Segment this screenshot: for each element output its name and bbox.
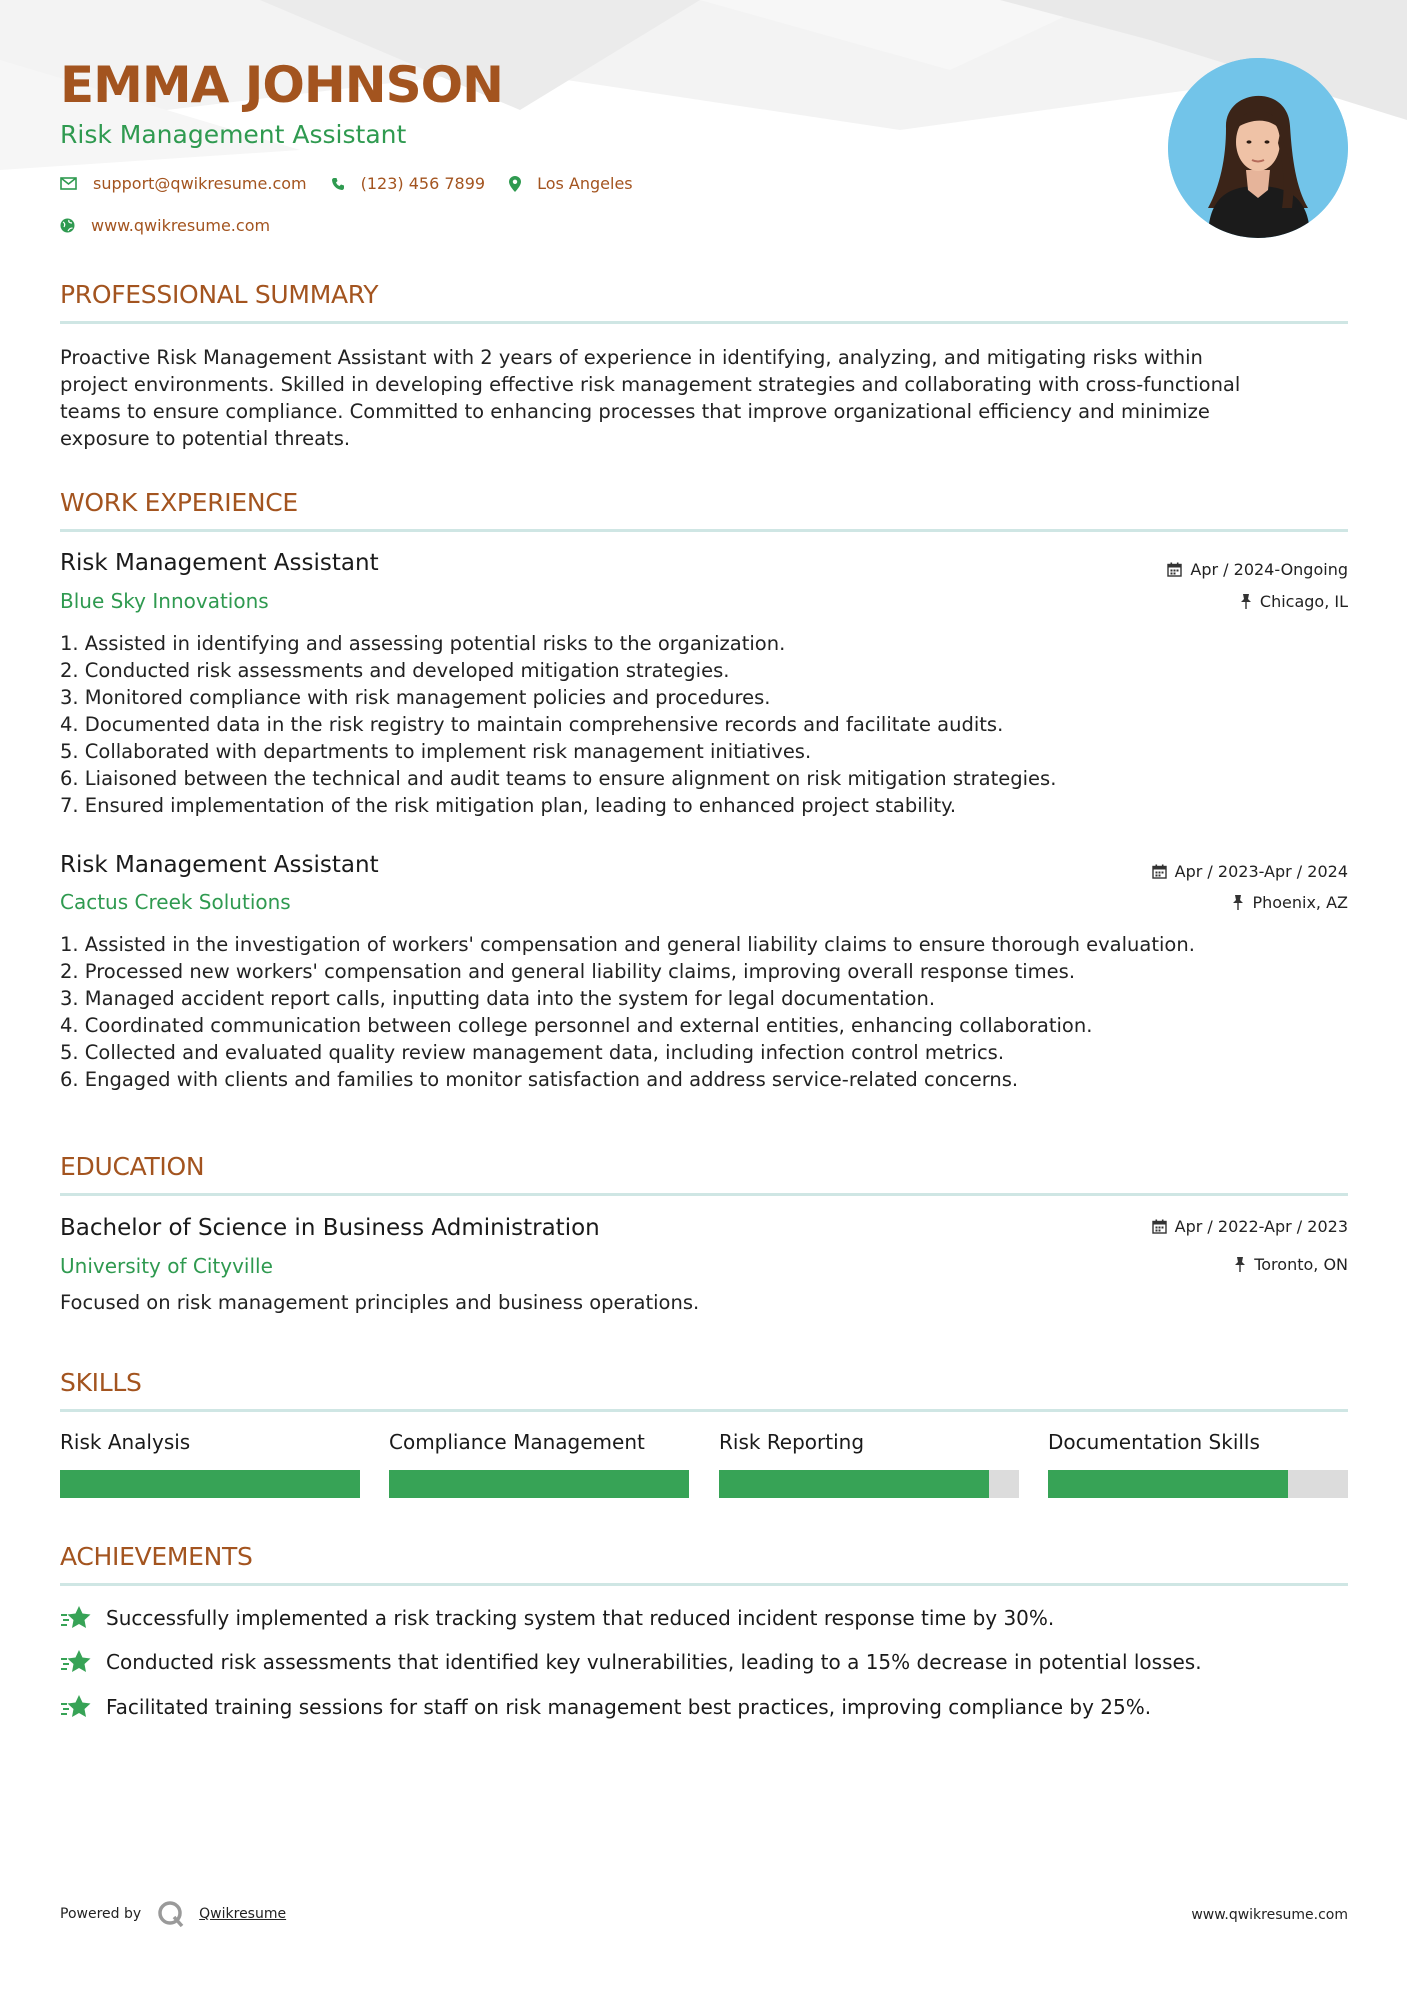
achievement-item [60, 1693, 1151, 1721]
skill-level-fill [719, 1470, 989, 1498]
list-item: 6. Liaisoned between the technical and audit teams to ensure alignment on risk mitigation strategies. [60, 767, 1057, 790]
list-item: 5. Collaborated with departments to implement risk management initiatives. [60, 740, 812, 763]
job-location [1240, 592, 1348, 611]
education-description: Focused on risk management principles and business operations. [60, 1291, 700, 1314]
contact-row-primary [60, 174, 657, 193]
phone-icon [331, 177, 345, 191]
education-dates-text: Apr / 2022-Apr / 2023 [1174, 1217, 1348, 1236]
skill-item [60, 1430, 360, 1498]
list-item: 3. Managed accident report calls, inputting data into the system for legal documentation. [60, 987, 936, 1010]
job-responsibilities [60, 630, 1056, 819]
globe-icon [60, 218, 75, 233]
section-divider [60, 1409, 1348, 1412]
contact-website[interactable] [60, 216, 270, 235]
skill-level-bar [389, 1470, 689, 1498]
email-text: support@qwikresume.com [93, 174, 307, 193]
skill-level-bar [1048, 1470, 1348, 1498]
list-item: 3. Monitored compliance with risk management policies and procedures. [60, 686, 771, 709]
profile-photo [1168, 58, 1348, 238]
summary-line: teams to ensure compliance. Committed to enhancing processes that improve organizational efficiency and minimize [60, 400, 1210, 423]
job-responsibilities [60, 931, 1195, 1093]
summary-line: project environments. Skilled in developing effective risk management strategies and collaborating with cross-functional [60, 373, 1241, 396]
job-location [1232, 893, 1348, 912]
skill-name: Documentation Skills [1048, 1430, 1260, 1454]
calendar-icon [1152, 864, 1167, 879]
job-dates [1152, 862, 1348, 881]
contact-location [509, 174, 633, 193]
section-divider [60, 529, 1348, 532]
contact-email[interactable] [60, 174, 307, 193]
calendar-icon [1167, 562, 1182, 577]
section-title-skills: SKILLS [60, 1368, 142, 1397]
education-location [1234, 1255, 1348, 1274]
skill-level-fill [389, 1470, 689, 1498]
achievement-text: Facilitated training sessions for staff on risk management best practices, improving compliance by 25%. [106, 1695, 1152, 1719]
job-location-text: Phoenix, AZ [1252, 893, 1348, 912]
job-dates-text: Apr / 2024-Ongoing [1190, 560, 1348, 579]
achievement-text: Conducted risk assessments that identified key vulnerabilities, leading to a 15% decrease in potential losses. [106, 1650, 1202, 1674]
candidate-name: EMMA JOHNSON [60, 56, 503, 114]
powered-by-label: Powered by [60, 1906, 142, 1922]
location-text: Los Angeles [537, 174, 633, 193]
job-title: Risk Management Assistant [60, 852, 379, 878]
achievement-text: Successfully implemented a risk tracking system that reduced incident response time by 30%. [106, 1606, 1055, 1630]
summary-text [60, 344, 1348, 452]
contact-row-secondary [60, 216, 294, 235]
pushpin-icon [1234, 1257, 1246, 1272]
section-divider [60, 1193, 1348, 1196]
star-achievement-icon [60, 1604, 94, 1632]
list-item: 6. Engaged with clients and families to monitor satisfaction and address service-related concerns. [60, 1068, 1019, 1091]
skill-level-bar [60, 1470, 360, 1498]
star-achievement-icon [60, 1693, 94, 1721]
candidate-role: Risk Management Assistant [60, 120, 407, 149]
list-item: 2. Conducted risk assessments and developed mitigation strategies. [60, 659, 730, 682]
qwikresume-logo-icon [157, 1900, 185, 1928]
list-item: 4. Documented data in the risk registry to maintain comprehensive records and facilitate audits. [60, 713, 1004, 736]
skill-item [1048, 1430, 1348, 1498]
list-item: 7. Ensured implementation of the risk mitigation plan, leading to enhanced project stability. [60, 794, 957, 817]
education-dates [1152, 1217, 1348, 1236]
job-location-text: Chicago, IL [1259, 592, 1348, 611]
phone-text: (123) 456 7899 [360, 174, 486, 193]
section-divider [60, 1583, 1348, 1586]
skill-item [719, 1430, 1019, 1498]
section-title-achievements: ACHIEVEMENTS [60, 1542, 253, 1571]
summary-line: exposure to potential threats. [60, 427, 351, 450]
list-item: 1. Assisted in the investigation of workers' compensation and general liability claims to ensure thorough evaluation. [60, 933, 1195, 956]
achievement-item [60, 1648, 1202, 1676]
pushpin-icon [1240, 594, 1252, 609]
list-item: 4. Coordinated communication between college personnel and external entities, enhancing collaboration. [60, 1014, 1093, 1037]
job-title: Risk Management Assistant [60, 550, 379, 576]
job-company: Blue Sky Innovations [60, 589, 269, 613]
portrait-image [1168, 58, 1348, 238]
degree-title: Bachelor of Science in Business Administration [60, 1215, 600, 1241]
map-pin-icon [509, 176, 521, 192]
pushpin-icon [1232, 895, 1244, 910]
footer-website[interactable]: www.qwikresume.com [1191, 1907, 1348, 1923]
envelope-icon [60, 177, 77, 190]
list-item: 1. Assisted in identifying and assessing potential risks to the organization. [60, 632, 786, 655]
skill-level-fill [60, 1470, 360, 1498]
list-item: 2. Processed new workers' compensation and general liability claims, improving overall response times. [60, 960, 1076, 983]
contact-phone[interactable] [331, 174, 485, 193]
list-item: 5. Collected and evaluated quality review management data, including infection control metrics. [60, 1041, 1005, 1064]
job-dates [1167, 560, 1348, 579]
skill-level-fill [1048, 1470, 1288, 1498]
education-location-text: Toronto, ON [1254, 1255, 1348, 1274]
website-text: www.qwikresume.com [91, 216, 271, 235]
section-title-education: EDUCATION [60, 1152, 205, 1181]
calendar-icon [1152, 1219, 1167, 1234]
skill-item [389, 1430, 689, 1498]
footer-powered-by [60, 1900, 286, 1928]
qwikresume-link[interactable]: Qwikresume [199, 1906, 287, 1922]
skill-level-bar [719, 1470, 1019, 1498]
section-divider [60, 321, 1348, 324]
skill-name: Compliance Management [389, 1430, 645, 1454]
skill-name: Risk Reporting [719, 1430, 865, 1454]
job-company: Cactus Creek Solutions [60, 890, 291, 914]
school-name: University of Cityville [60, 1254, 273, 1278]
skill-name: Risk Analysis [60, 1430, 191, 1454]
achievement-item [60, 1604, 1054, 1632]
job-dates-text: Apr / 2023-Apr / 2024 [1174, 862, 1348, 881]
star-achievement-icon [60, 1648, 94, 1676]
summary-line: Proactive Risk Management Assistant with 2 years of experience in identifying, analyzing, and mitigating risks within [60, 346, 1203, 369]
section-title-summary: PROFESSIONAL SUMMARY [60, 280, 379, 309]
section-title-experience: WORK EXPERIENCE [60, 488, 298, 517]
